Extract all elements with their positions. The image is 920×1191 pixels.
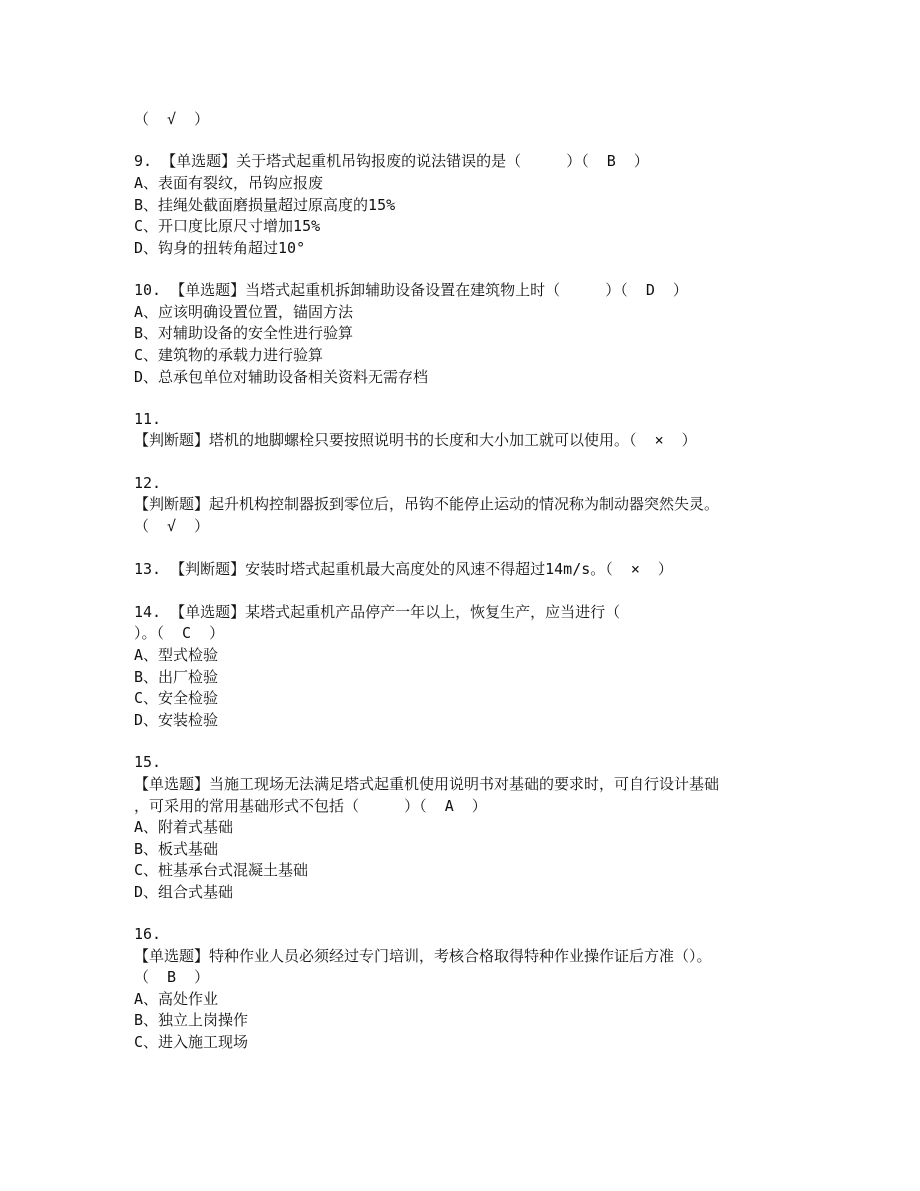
q9-option-d: D、钩身的扭转角超过10° bbox=[134, 239, 306, 257]
q16-option-b: B、独立上岗操作 bbox=[134, 1011, 249, 1029]
q9-option-c: C、开口度比原尺寸增加15% bbox=[134, 217, 321, 235]
answer-line-q8: （ √ ） bbox=[134, 110, 210, 128]
question-12-number: 12. bbox=[134, 474, 162, 492]
q9-option-a: A、表面有裂纹，吊钩应报废 bbox=[134, 174, 324, 192]
q10-option-d: D、总承包单位对辅助设备相关资料无需存档 bbox=[134, 368, 429, 386]
q14-option-d: D、安装检验 bbox=[134, 711, 219, 729]
question-16-answer: （ B ） bbox=[134, 968, 210, 986]
q15-option-b: B、板式基础 bbox=[134, 840, 219, 858]
q14-option-b: B、出厂检验 bbox=[134, 668, 219, 686]
q16-option-a: A、高处作业 bbox=[134, 990, 219, 1008]
question-14-text: 14. 【单选题】某塔式起重机产品停产一年以上，恢复生产，应当进行（ bbox=[134, 603, 621, 621]
q10-option-c: C、建筑物的承载力进行验算 bbox=[134, 346, 324, 364]
q9-option-b: B、挂绳处截面磨损量超过原高度的15% bbox=[134, 196, 396, 214]
q15-option-d: D、组合式基础 bbox=[134, 883, 234, 901]
question-15-answer: ，可采用的常用基础形式不包括（ ）（ A ） bbox=[134, 797, 487, 815]
question-9-text: 9. 【单选题】关于塔式起重机吊钩报废的说法错误的是（ ）（ B ） bbox=[134, 152, 649, 170]
question-12-answer: （ √ ） bbox=[134, 517, 210, 535]
q15-option-c: C、桩基承台式混凝土基础 bbox=[134, 861, 309, 879]
q10-option-b: B、对辅助设备的安全性进行验算 bbox=[134, 324, 354, 342]
q14-option-c: C、安全检验 bbox=[134, 689, 219, 707]
q10-option-a: A、应该明确设置位置，锚固方法 bbox=[134, 303, 354, 321]
question-16-text: 【单选题】特种作业人员必须经过专门培训，考核合格取得特种作业操作证后方准（）。 bbox=[134, 947, 712, 965]
question-13-text: 13. 【判断题】安装时塔式起重机最大高度处的风速不得超过14m/s。（ × ） bbox=[134, 560, 673, 578]
question-11-number: 11. bbox=[134, 410, 162, 428]
question-16-number: 16. bbox=[134, 925, 162, 943]
question-10-text: 10. 【单选题】当塔式起重机拆卸辅助设备设置在建筑物上时（ ）（ D ） bbox=[134, 281, 688, 299]
question-15-number: 15. bbox=[134, 753, 162, 771]
question-11-text: 【判断题】塔机的地脚螺栓只要按照说明书的长度和大小加工就可以使用。（ × ） bbox=[134, 431, 697, 449]
question-12-text: 【判断题】起升机构控制器扳到零位后，吊钩不能停止运动的情况称为制动器突然失灵。 bbox=[134, 495, 720, 513]
question-15-text: 【单选题】当施工现场无法满足塔式起重机使用说明书对基础的要求时，可自行设计基础 bbox=[134, 775, 720, 793]
q16-option-c: C、进入施工现场 bbox=[134, 1033, 249, 1051]
q14-option-a: A、型式检验 bbox=[134, 646, 219, 664]
q15-option-a: A、附着式基础 bbox=[134, 818, 234, 836]
question-14-answer: ）。（ C ） bbox=[134, 624, 225, 642]
